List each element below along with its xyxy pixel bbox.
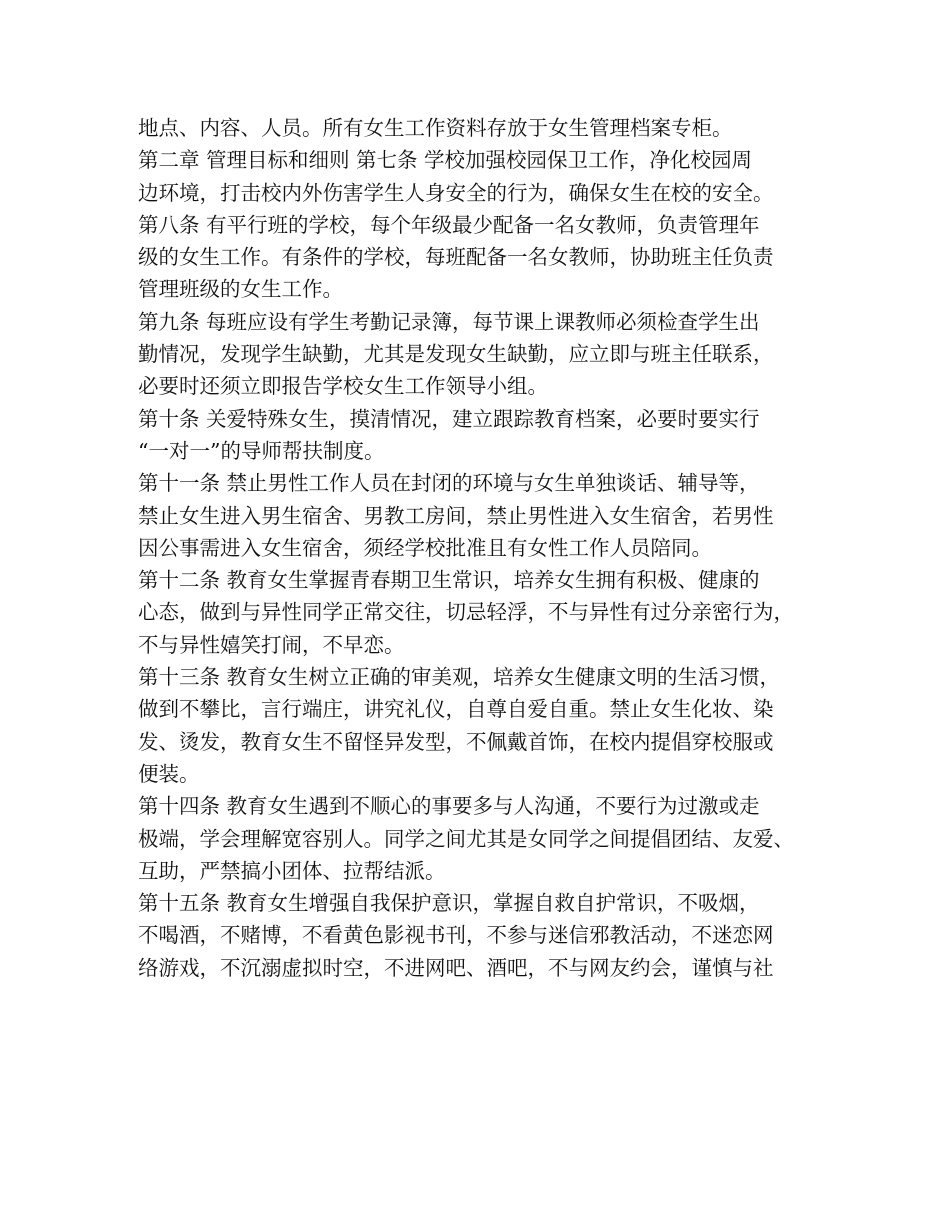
text-line: 第九条 每班应设有学生考勤记录簿，每节课上课教师必须检查学生出 (138, 309, 760, 334)
text-line: 管理班级的女生工作。 (138, 277, 343, 302)
text-line: 禁止女生进入男生宿舍、男教工房间，禁止男性进入女生宿舍，若男性 (138, 503, 774, 528)
text-line: 地点、内容、人员。所有女生工作资料存放于女生管理档案专柜。 (138, 116, 733, 140)
text-line: 心态，做到与异性同学正常交往，切忌轻浮，不与异性有过分亲密行为， (138, 600, 794, 625)
text-line: 第十五条 教育女生增强自我保护意识，掌握自救自护常识，不吸烟， (138, 891, 760, 916)
text-line: 因公事需进入女生宿舍，须经学校批准且有女性工作人员陪同。 (138, 535, 712, 560)
text-line: 第八条 有平行班的学校，每个年级最少配备一名女教师，负责管理年 (138, 212, 760, 237)
text-line: 必要时还须立即报告学校女生工作领导小组。 (138, 374, 548, 399)
text-line: 互助，严禁搞小团体、拉帮结派。 (138, 858, 446, 883)
text-line: 第十四条 教育女生遇到不顺心的事要多与人沟通，不要行为过激或走 (138, 794, 760, 819)
text-line: 边环境，打击校内外伤害学生人身安全的行为，确保女生在校的安全。 (138, 180, 774, 205)
text-line: 做到不攀比，言行端庄，讲究礼仪，自尊自爱自重。禁止女生化妆、染 (138, 697, 774, 722)
text-line: 勤情况，发现学生缺勤，尤其是发现女生缺勤，应立即与班主任联系， (138, 342, 774, 367)
text-line: 第十二条 教育女生掌握青春期卫生常识，培养女生拥有积极、健康的 (138, 568, 760, 593)
text-line: 发、烫发，教育女生不留怪异发型，不佩戴首饰，在校内提倡穿校服或 (138, 729, 774, 754)
text-line: 第十一条 禁止男性工作人员在封闭的环境与女生单独谈话、辅导等， (138, 471, 760, 496)
text-line: 第十三条 教育女生树立正确的审美观，培养女生健康文明的生活习惯， (138, 665, 781, 690)
text-line: 第十条 关爱特殊女生，摸清情况，建立跟踪教育档案，必要时要实行 (138, 406, 760, 431)
text-line: 第二章 管理目标和细则 第七条 学校加强校园保卫工作，净化校园周 (138, 148, 753, 173)
text-line: 不与异性嬉笑打闹，不早恋。 (138, 632, 405, 657)
text-line: “一对一”的导师帮扶制度。 (138, 438, 385, 463)
text-line: 便装。 (138, 761, 200, 786)
text-line: 级的女生工作。有条件的学校，每班配备一名女教师，协助班主任负责 (138, 245, 774, 270)
text-line: 不喝酒，不赌博，不看黄色影视书刊，不参与迷信邪教活动，不迷恋网 (138, 923, 774, 948)
text-line: 络游戏，不沉溺虚拟时空，不进网吧、酒吧，不与网友约会，谨慎与社 (138, 955, 774, 980)
text-line: 极端，学会理解宽容别人。同学之间尤其是女同学之间提倡团结、友爱、 (138, 826, 794, 851)
document-body (138, 112, 838, 984)
